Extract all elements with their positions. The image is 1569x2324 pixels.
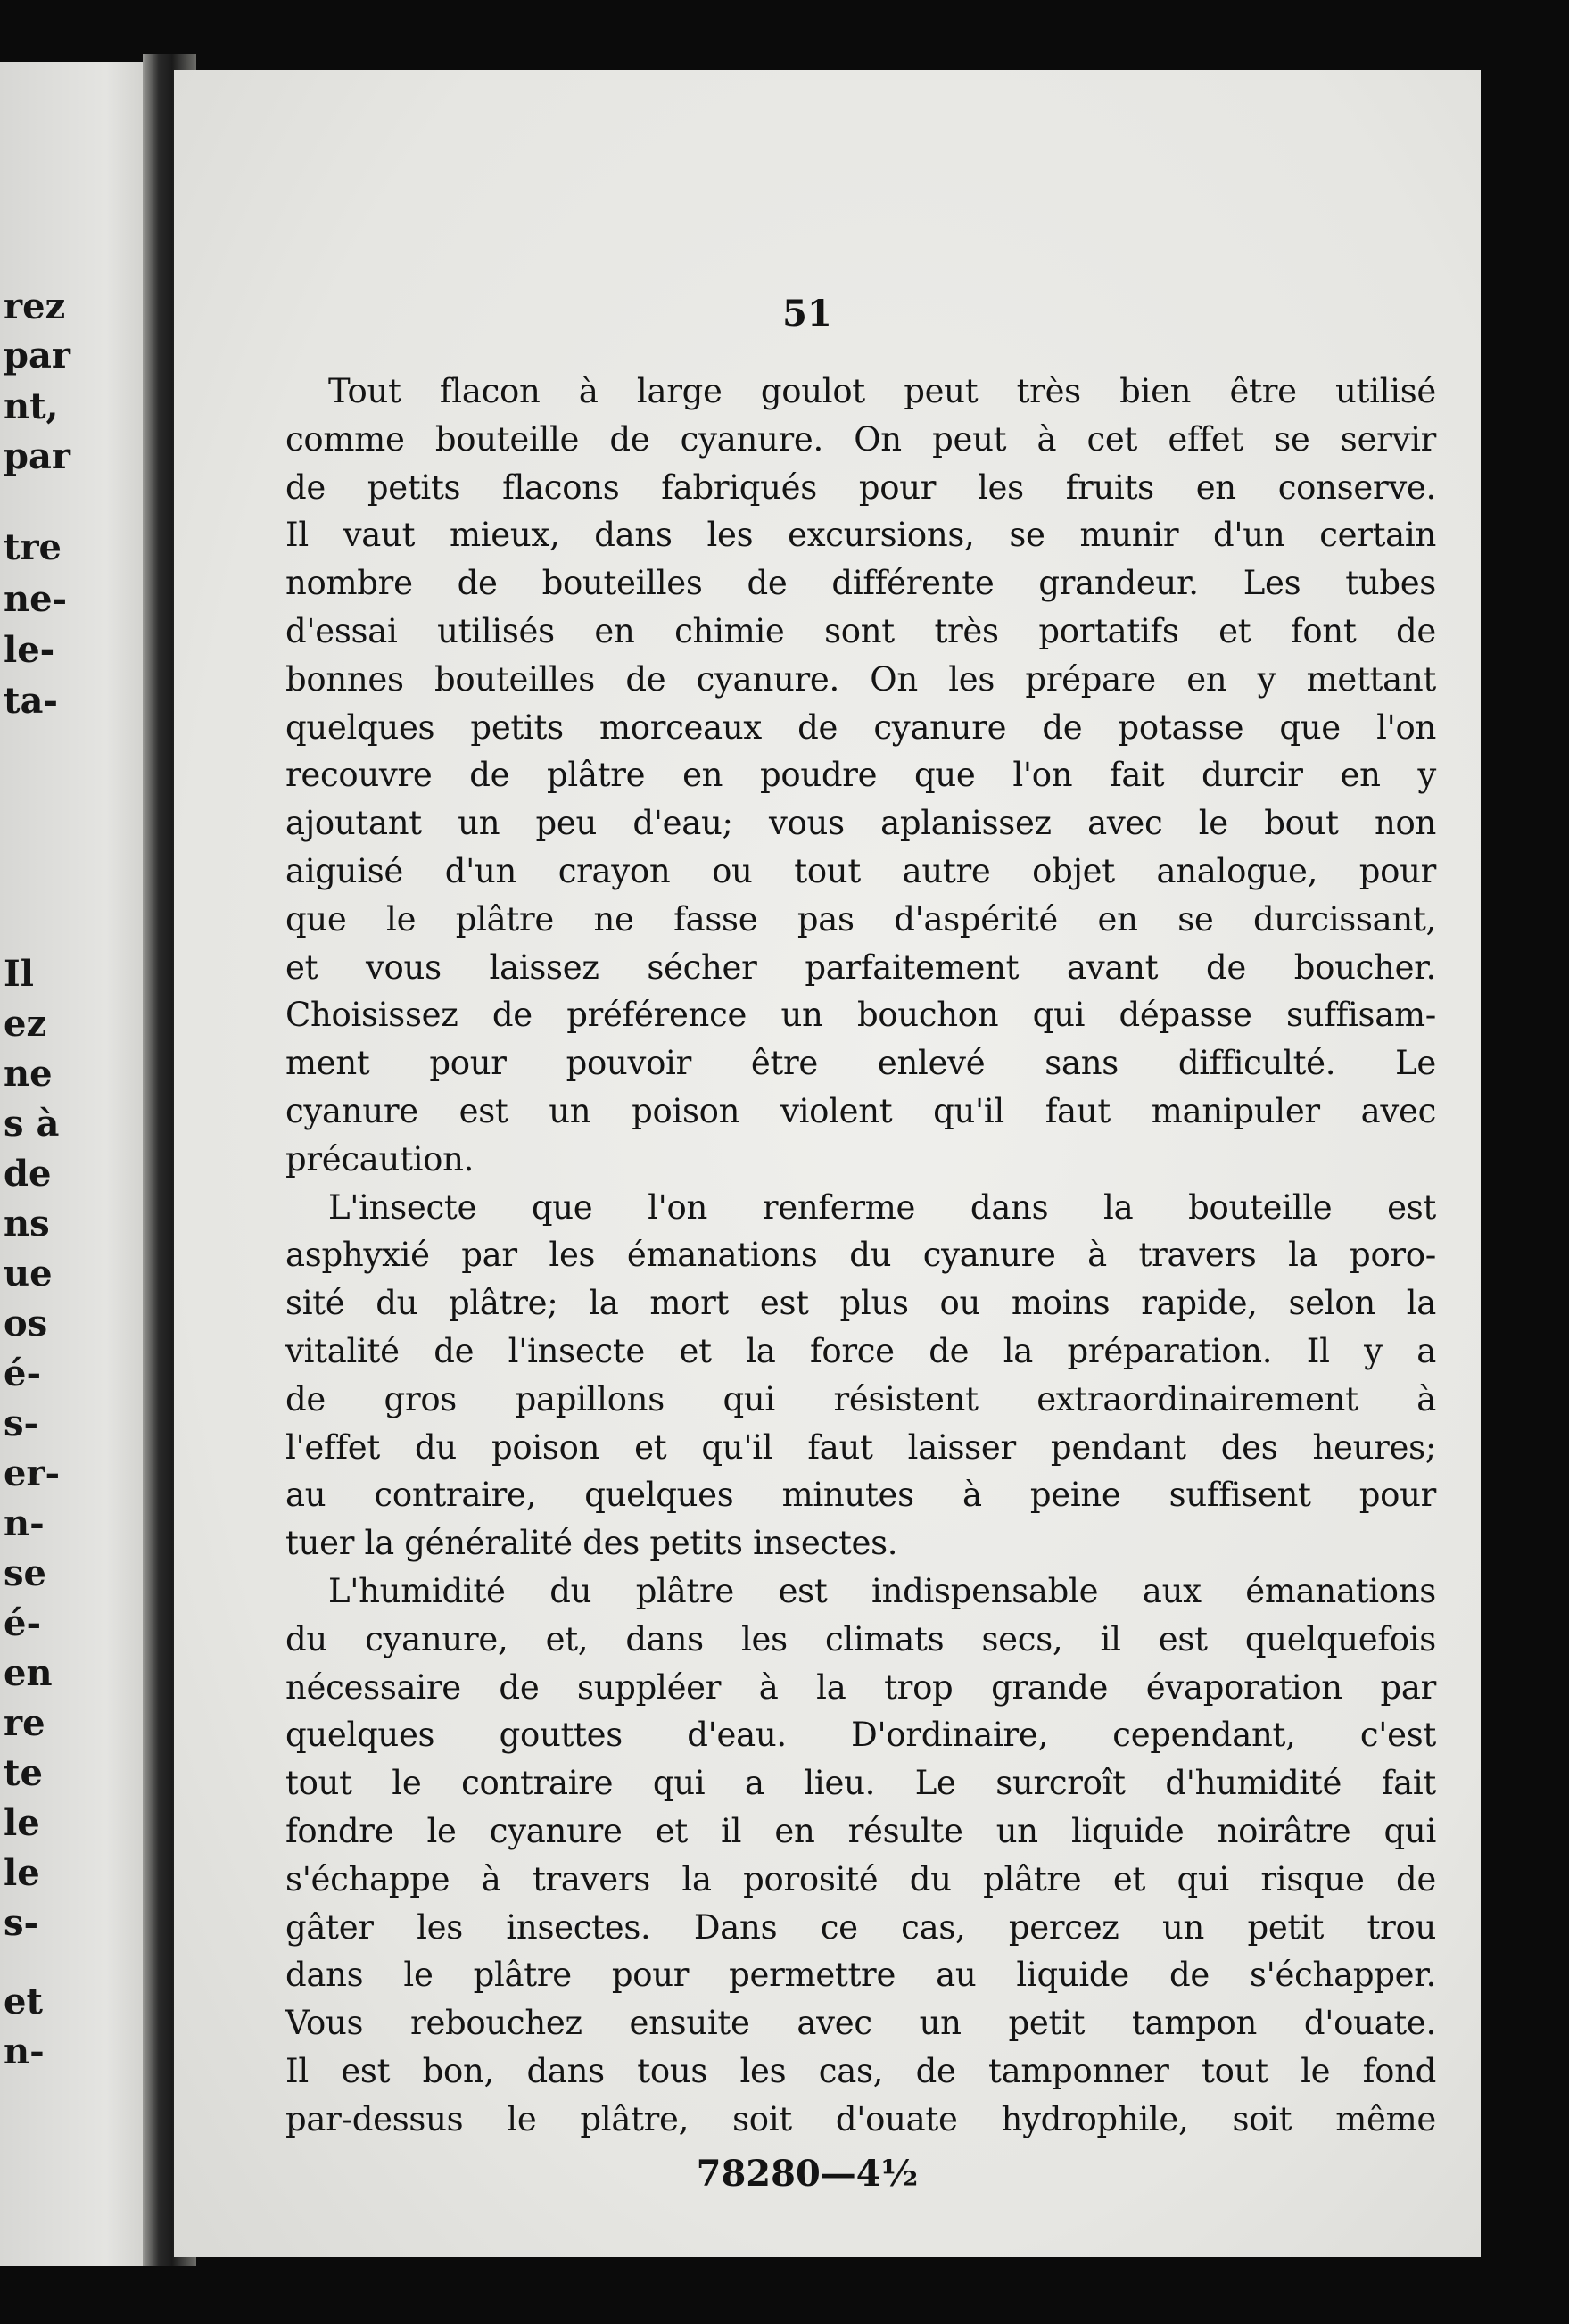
left-fragment: ta- [4, 680, 58, 722]
text-line: asphyxié par les émanations du cyanure à travers la poro- [285, 1236, 1436, 1275]
text-line: et vous laissez sécher parfaitement avant de boucher. [285, 947, 1436, 987]
text-line: Choisissez de préférence un bouchon qui dépasse suffisam- [285, 996, 1436, 1035]
text-line: recouvre de plâtre en poudre que l'on fait durcir en y [285, 756, 1436, 795]
page-number: 51 [782, 293, 832, 335]
text-line: quelques gouttes d'eau. D'ordinaire, cependant, c'est [285, 1716, 1436, 1755]
previous-page-text-fragments [0, 62, 152, 2266]
text-line: gâter les insectes. Dans ce cas, percez un petit trou [285, 1907, 1436, 1947]
left-fragment: le [4, 1852, 40, 1894]
text-line: cyanure est un poison violent qu'il faut manipuler avec [285, 1091, 1436, 1130]
text-line: tout le contraire qui a lieu. Le surcroît d'humidité fait [285, 1764, 1436, 1803]
text-line: par-dessus le plâtre, soit d'ouate hydrophile, soit même [285, 2099, 1436, 2138]
left-fragment: par [4, 435, 70, 477]
left-fragment: n- [4, 2030, 45, 2072]
left-fragment: ns [4, 1203, 50, 1245]
text-line: ajoutant un peu d'eau; vous aplanissez avec le bout non [285, 804, 1436, 843]
left-fragment: tre [4, 526, 62, 568]
paragraph-2 [285, 1184, 1436, 1567]
text-line: tuer la généralité des petits insectes. [285, 1524, 898, 1563]
scanned-page [174, 70, 1481, 2257]
left-fragment: s- [4, 1902, 39, 1944]
text-line: s'échappe à travers la porosité du plâtre et qui risque de [285, 1859, 1436, 1898]
left-fragment: re [4, 1702, 45, 1744]
text-line: comme bouteille de cyanure. On peut à cet effet se servir [285, 419, 1436, 459]
text-line: vitalité de l'insecte et la force de la préparation. Il y a [285, 1331, 1436, 1370]
text-line: Il vaut mieux, dans les excursions, se munir d'un certain [285, 516, 1436, 555]
paragraph-3 [285, 1567, 1436, 2144]
text-line: bonnes bouteilles de cyanure. On les prépare en y mettant [285, 659, 1436, 699]
previous-page-edge [0, 62, 152, 2266]
scan-border-bottom [0, 2266, 1569, 2324]
text-line: aiguisé d'un crayon ou tout autre objet analogue, pour [285, 851, 1436, 890]
left-fragment: s- [4, 1402, 39, 1444]
left-fragment: é- [4, 1602, 42, 1644]
text-line: précaution. [285, 1139, 475, 1179]
left-fragment: nt, [4, 385, 59, 427]
text-line: ment pour pouvoir être enlevé sans difficulté. Le [285, 1044, 1436, 1083]
left-fragment: et [4, 1981, 43, 2022]
text-line: de gros papillons qui résistent extraordinairement à [285, 1379, 1436, 1418]
left-fragment: ez [4, 1003, 47, 1045]
left-fragment: Il [4, 953, 34, 995]
text-line: d'essai utilisés en chimie sont très portatifs et font de [285, 611, 1436, 650]
text-line: que le plâtre ne fasse pas d'aspérité en se durcissant, [285, 899, 1436, 939]
text-line: L'humidité du plâtre est indispensable aux émanations [328, 1571, 1436, 1610]
left-fragment: er- [4, 1452, 61, 1494]
text-line: au contraire, quelques minutes à peine suffisent pour [285, 1476, 1436, 1515]
text-line: Vous rebouchez ensuite avec un petit tampon d'ouate. [285, 2004, 1436, 2043]
text-line: Il est bon, dans tous les cas, de tamponner tout le fond [285, 2051, 1436, 2090]
printer-signature-mark: 78280—4½ [696, 2153, 919, 2195]
left-fragment: ue [4, 1253, 53, 1294]
left-fragment: se [4, 1552, 46, 1594]
text-line: quelques petits morceaux de cyanure de potasse que l'on [285, 707, 1436, 747]
left-fragment: é- [4, 1352, 42, 1394]
left-fragment: le [4, 1802, 40, 1844]
text-line: Tout flacon à large goulot peut très bien être utilisé [328, 372, 1436, 410]
text-line: du cyanure, et, dans les climats secs, il est quelquefois [285, 1619, 1436, 1658]
left-fragment: de [4, 1153, 52, 1195]
left-fragment: ne [4, 1053, 53, 1095]
scan-border-right [1481, 54, 1569, 2324]
left-fragment: os [4, 1303, 48, 1344]
left-fragment: en [4, 1652, 53, 1694]
paragraph-1 [285, 368, 1436, 1184]
left-fragment: s à [4, 1103, 60, 1145]
left-fragment: par [4, 335, 70, 376]
left-fragment: ne- [4, 578, 68, 620]
text-line: l'effet du poison et qu'il faut laisser pendant des heures; [285, 1427, 1436, 1467]
text-line: sité du plâtre; la mort est plus ou moins rapide, selon la [285, 1284, 1436, 1323]
text-line: L'insecte que l'on renferme dans la bouteille est [328, 1187, 1436, 1227]
text-line: de petits flacons fabriqués pour les fruits en conserve. [285, 467, 1436, 507]
text-line: nombre de bouteilles de différente grandeur. Les tubes [285, 564, 1436, 603]
left-fragment: n- [4, 1502, 45, 1544]
text-line: fondre le cyanure et il en résulte un liquide noirâtre qui [285, 1811, 1436, 1850]
body-text [285, 368, 1436, 2143]
left-fragment: te [4, 1752, 43, 1794]
text-line: dans le plâtre pour permettre au liquide de s'échapper. [285, 1956, 1436, 1995]
left-fragment: le- [4, 629, 55, 671]
text-line: nécessaire de suppléer à la trop grande évaporation par [285, 1667, 1436, 1707]
left-fragment: rez [4, 285, 66, 327]
